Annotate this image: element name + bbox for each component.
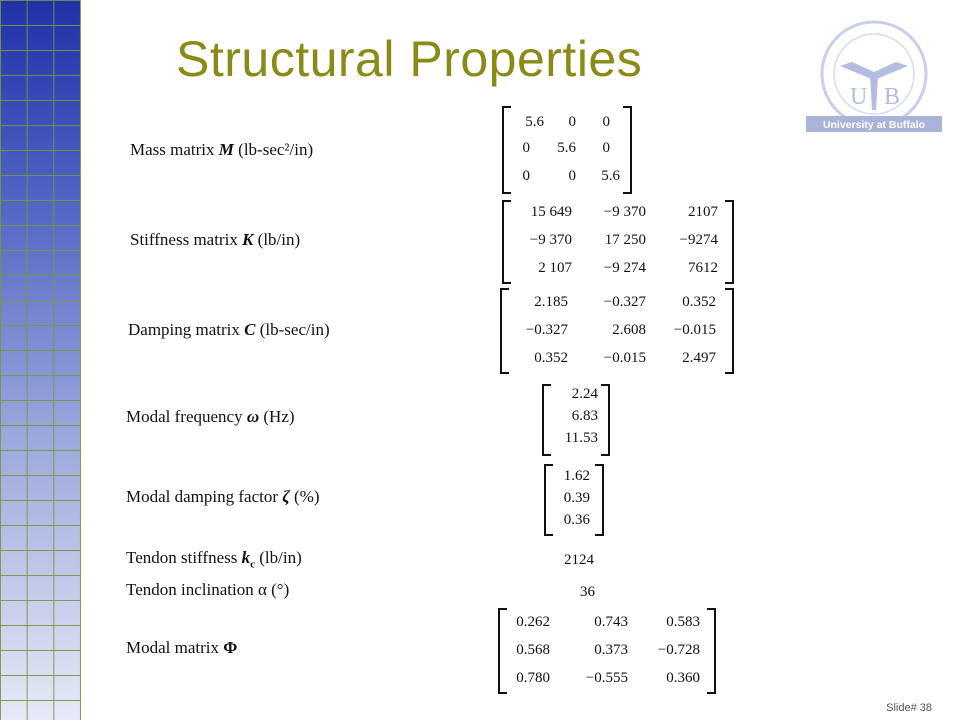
tendon-inclination-value: 36 [580,584,595,600]
university-logo [800,18,948,136]
damping-cell: 0.352 [534,350,568,366]
stiffness-cell: −9 370 [529,232,572,248]
modal-matrix-cell: 0.373 [594,642,628,658]
modal-frequency-vector [542,384,610,456]
damping-cell: −0.327 [603,294,646,310]
modal-frequency-label: Modal frequency ω (Hz) [126,407,295,426]
mass-matrix [502,106,632,194]
damping-factor-cell: 1.62 [563,468,590,484]
scanned-properties-table [112,100,760,700]
stiffness-cell: 17 250 [604,232,646,248]
stiffness-cell: 2107 [688,204,718,220]
slide-title: Structural Properties [176,31,643,87]
damping-cell: 2.497 [682,350,716,366]
modal-matrix-cell: −0.728 [657,642,700,658]
damping-matrix [500,288,734,374]
svg-text:U: U [850,84,868,110]
modal-matrix-cell: 0.583 [666,614,700,630]
modal-matrix-cell: −0.555 [585,670,628,686]
ub-seal-icon [800,18,948,136]
stiffness-cell: 7612 [688,260,718,276]
modal-matrix-cell: 0.780 [516,670,550,686]
stiffness-matrix-label: Stiffness matrix K (lb/in) [130,230,301,249]
tendon-inclination-label: Tendon inclination α (°) [126,580,290,599]
damping-cell: −0.327 [525,322,568,338]
svg-text:University at Buffalo: University at Buffalo [822,119,926,131]
stiffness-cell: 15 649 [530,204,572,220]
mass-matrix-label: Mass matrix M (lb-sec²/in) [130,140,314,159]
damping-cell: 2.608 [612,322,646,338]
mass-cell: 5.6 [601,168,620,184]
modal-matrix-cell: 0.568 [516,642,550,658]
frequency-cell: 6.83 [571,408,598,424]
modal-matrix-cell: 0.360 [666,670,700,686]
damping-cell: −0.015 [603,350,646,366]
frequency-cell: 2.24 [571,386,598,402]
damping-matrix-label: Damping matrix C (lb-sec/in) [128,320,330,339]
damping-cell: 2.185 [534,294,568,310]
stiffness-cell: −9 370 [603,204,646,220]
mass-cell: 0 [568,168,576,184]
mass-cell: 0 [568,114,576,130]
mass-cell: 0 [602,140,610,156]
damping-factor-cell: 0.36 [563,512,590,528]
modal-matrix-cell: 0.262 [516,614,550,630]
mass-cell: 0 [522,140,530,156]
modal-damping-factor-label: Modal damping factor ζ (%) [126,487,320,506]
mass-cell: 5.6 [557,140,576,156]
modal-matrix-label: Modal matrix Φ [126,638,238,657]
frequency-cell: 11.53 [564,430,598,446]
stiffness-cell: 2 107 [538,260,572,276]
tendon-stiffness-value: 2124 [564,552,594,568]
slide-number: Slide# 38 [886,702,932,714]
modal-damping-vector [544,464,604,536]
mass-cell: 0 [522,168,530,184]
svg-text:B: B [884,84,901,110]
decorative-grid-sidebar [0,0,81,720]
modal-matrix [498,608,716,694]
mass-cell: 0 [602,114,610,130]
mass-cell: 5.6 [525,114,544,130]
damping-factor-cell: 0.39 [563,490,590,506]
stiffness-cell: −9 274 [603,260,646,276]
stiffness-cell: −9274 [679,232,718,248]
damping-cell: 0.352 [682,294,716,310]
damping-cell: −0.015 [673,322,716,338]
stiffness-matrix [502,200,734,284]
modal-matrix-cell: 0.743 [594,614,628,630]
tendon-stiffness-label: Tendon stiffness $k_c$ (lb/in) [126,548,302,571]
